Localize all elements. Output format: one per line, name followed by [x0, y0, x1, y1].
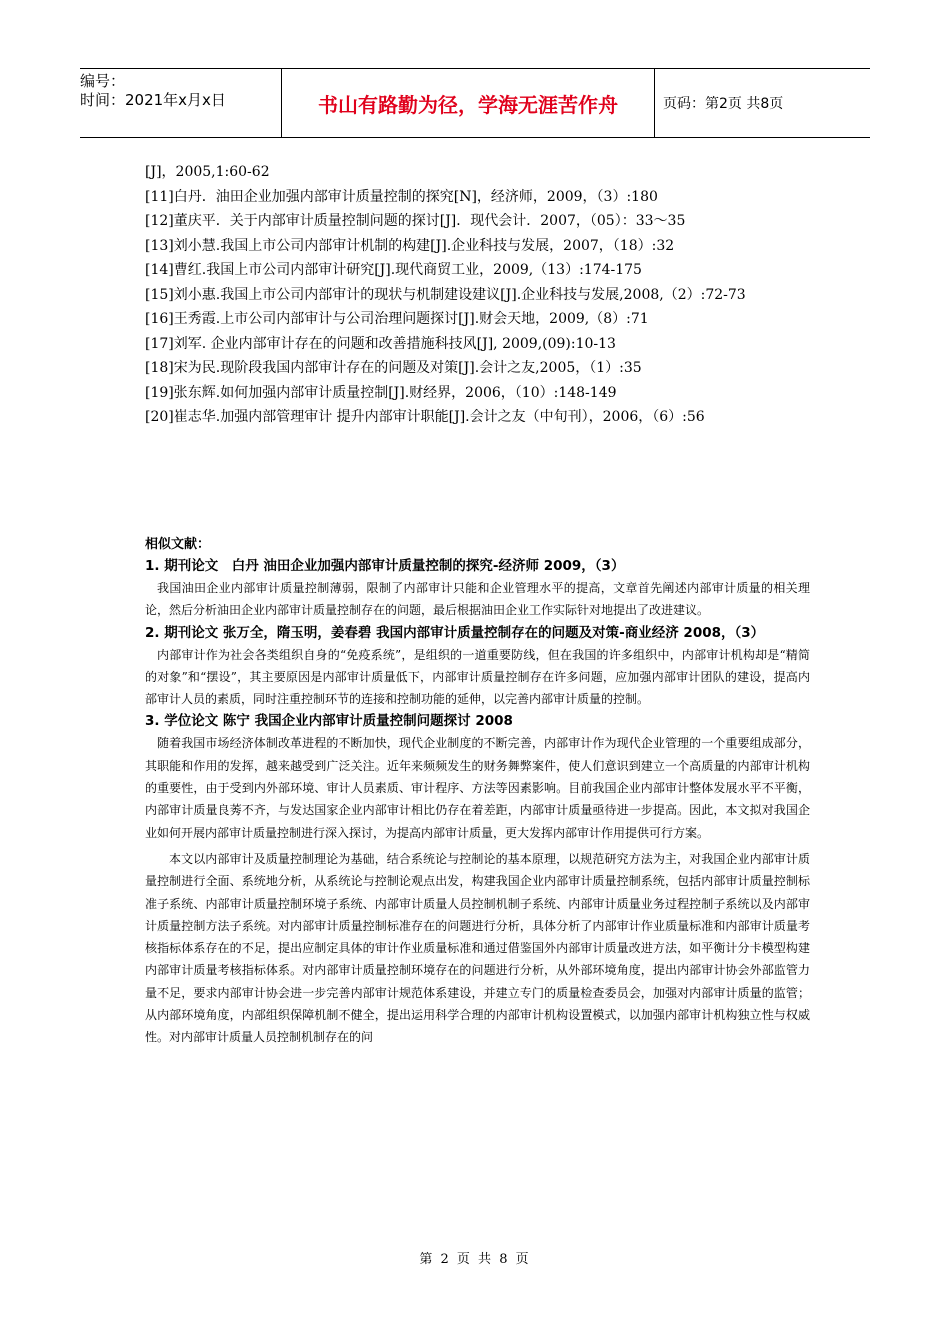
reference-item: [20]崔志华.加强内部管理审计 提升内部审计职能[J].会计之友（中旬刊），2006，（6）:56 [145, 409, 705, 425]
similar-item-abstract: 内部审计作为社会各类组织自身的“免疫系统”，是组织的一道重要防线，但在我国的许多组织中，内部审计机构却是“精简的对象”和“摆设”，其主要原因是内部审计质量低下，内部审计质量控制存在许多问题，应加强内部审计团队的建设，提高内部审计人员的素质，同时注重控制环节的连接和控制功能的延伸，以完善内部审计质量的控制。 [145, 647, 810, 707]
header-table [80, 68, 870, 138]
number-label: 编号： [80, 72, 126, 90]
similar-item-abstract: 我国油田企业内部审计质量控制薄弱，限制了内部审计只能和企业管理水平的提高，文章首先阐述内部审计质量的相关理论，然后分析油田企业内部审计质量控制存在的问题，最后根据油田企业工作实际针对地提出了改进建议。 [145, 581, 810, 618]
reference-list [145, 160, 810, 430]
similar-item-heading: 3. 学位论文 陈宁 我国企业内部审计质量控制问题探讨 2008 [145, 713, 513, 730]
reference-item: [J]，2005,1:60-62 [145, 164, 270, 180]
reference-item: [12]董庆平．关于内部审计质量控制问题的探讨[J]．现代会计．2007，（05）：33～35 [145, 213, 686, 229]
reference-item: [17]刘军. 企业内部审计存在的问题和改善措施科技风[J], 2009,(09):10-13 [145, 335, 616, 352]
page-footer: 第 2 页 共 8 页 [419, 1252, 531, 1267]
similar-item-heading: 2. 期刊论文 张万全，隋玉明，姜春碧 我国内部审计质量控制存在的问题及对策-商业经济 2008，（3） [145, 624, 765, 641]
similar-item-abstract-continued: 本文以内部审计及质量控制理论为基础，结合系统论与控制论的基本原理，以规范研究方法为主，对我国企业内部审计质量控制进行全面、系统地分析，从系统论与控制论观点出发，构建我国企业内部审计质量控制系统，包括内部审计质量控制标准子系统、内部审计质量控制环境子系统、内部审计质量人员控制机制子系统、内部审计质量业务过程控制子系统以及内部审计质量控制方法子系统。对内部审计质量控制标准存在的问题进行分析，具体分析了内部审计作业质量标准和内部审计质量考核指标体系存在的不足，提出应制定具体的审计作业质量标准和通过借鉴国外内部审计质量改进方法，如平衡计分卡模型构建内部审计质量考核指标体系。对内部审计质量控制环境存在的问题进行分析，从外部环境角度，提出内部审计协会外部监管力量不足，要求内部审计协会进一步完善内部审计规范体系建设，并建立专门的质量检查委员会，加强对内部审计质量的监管；从内部环境角度，内部组织保障机制不健全，提出运用科学合理的内部审计机构设置模式，以加强内部审计机构独立性与权威性。对内部审计质量人员控制机制存在的问 [145, 851, 810, 1045]
reference-item: [15]刘小惠.我国上市公司内部审计的现状与机制建设建议[J].企业科技与发展,2008,（2）:72-73 [145, 286, 746, 303]
header-page-info: 页码：第2页 共8页 [663, 96, 784, 112]
reference-item: [11]白丹．油田企业加强内部审计质量控制的探究[N]，经济师，2009，（3）:180 [145, 188, 658, 205]
reference-item: [14]曹红.我国上市公司内部审计研究[J].现代商贸工业，2009,（13）:174-175 [145, 262, 642, 278]
reference-item: [18]宋为民.现阶段我国内部审计存在的问题及对策[J].会计之友,2005，（1）:35 [145, 360, 642, 376]
similar-literature [145, 535, 810, 1049]
time-label: 时间：2021年x月x日 [80, 91, 226, 109]
similar-item-abstract: 随着我国市场经济体制改革进程的不断加快，现代企业制度的不断完善，内部审计作为现代企业管理的一个重要组成部分，其职能和作用的发挥，越来越受到广泛关注。近年来频频发生的财务舞弊案件，使人们意识到建立一个高质量的内部审计机构的重要性，由于受到内外部环境、审计人员素质、审计程序、方法等因素影响。目前我国企业内部审计整体发展水平不平衡，内部审计质量良莠不齐，与发达国家企业内部审计相比仍存在着差距，内部审计质量亟待进一步提高。因此，本文拟对我国企业如何开展内部审计质量控制进行深入探讨，为提高内部审计质量，更大发挥内部审计作用提供可行方案。 [145, 736, 810, 840]
reference-item: [16]王秀霞.上市公司内部审计与公司治理问题探讨[J].财会天地，2009,（8）:71 [145, 311, 649, 327]
reference-item: [19]张东辉.如何加强内部审计质量控制[J].财经界，2006，（10）:148-149 [145, 384, 617, 401]
header-motto: 书山有路勤为径，学海无涯苦作舟 [282, 69, 655, 137]
header-left-cell [80, 69, 282, 137]
similar-title: 相似文献： [145, 537, 211, 552]
reference-item: [13]刘小慧.我国上市公司内部审计机制的构建[J].企业科技与发展，2007，（18）:32 [145, 237, 675, 254]
similar-item-heading: 1. 期刊论文 白丹 油田企业加强内部审计质量控制的探究-经济师 2009，（3） [145, 558, 625, 574]
